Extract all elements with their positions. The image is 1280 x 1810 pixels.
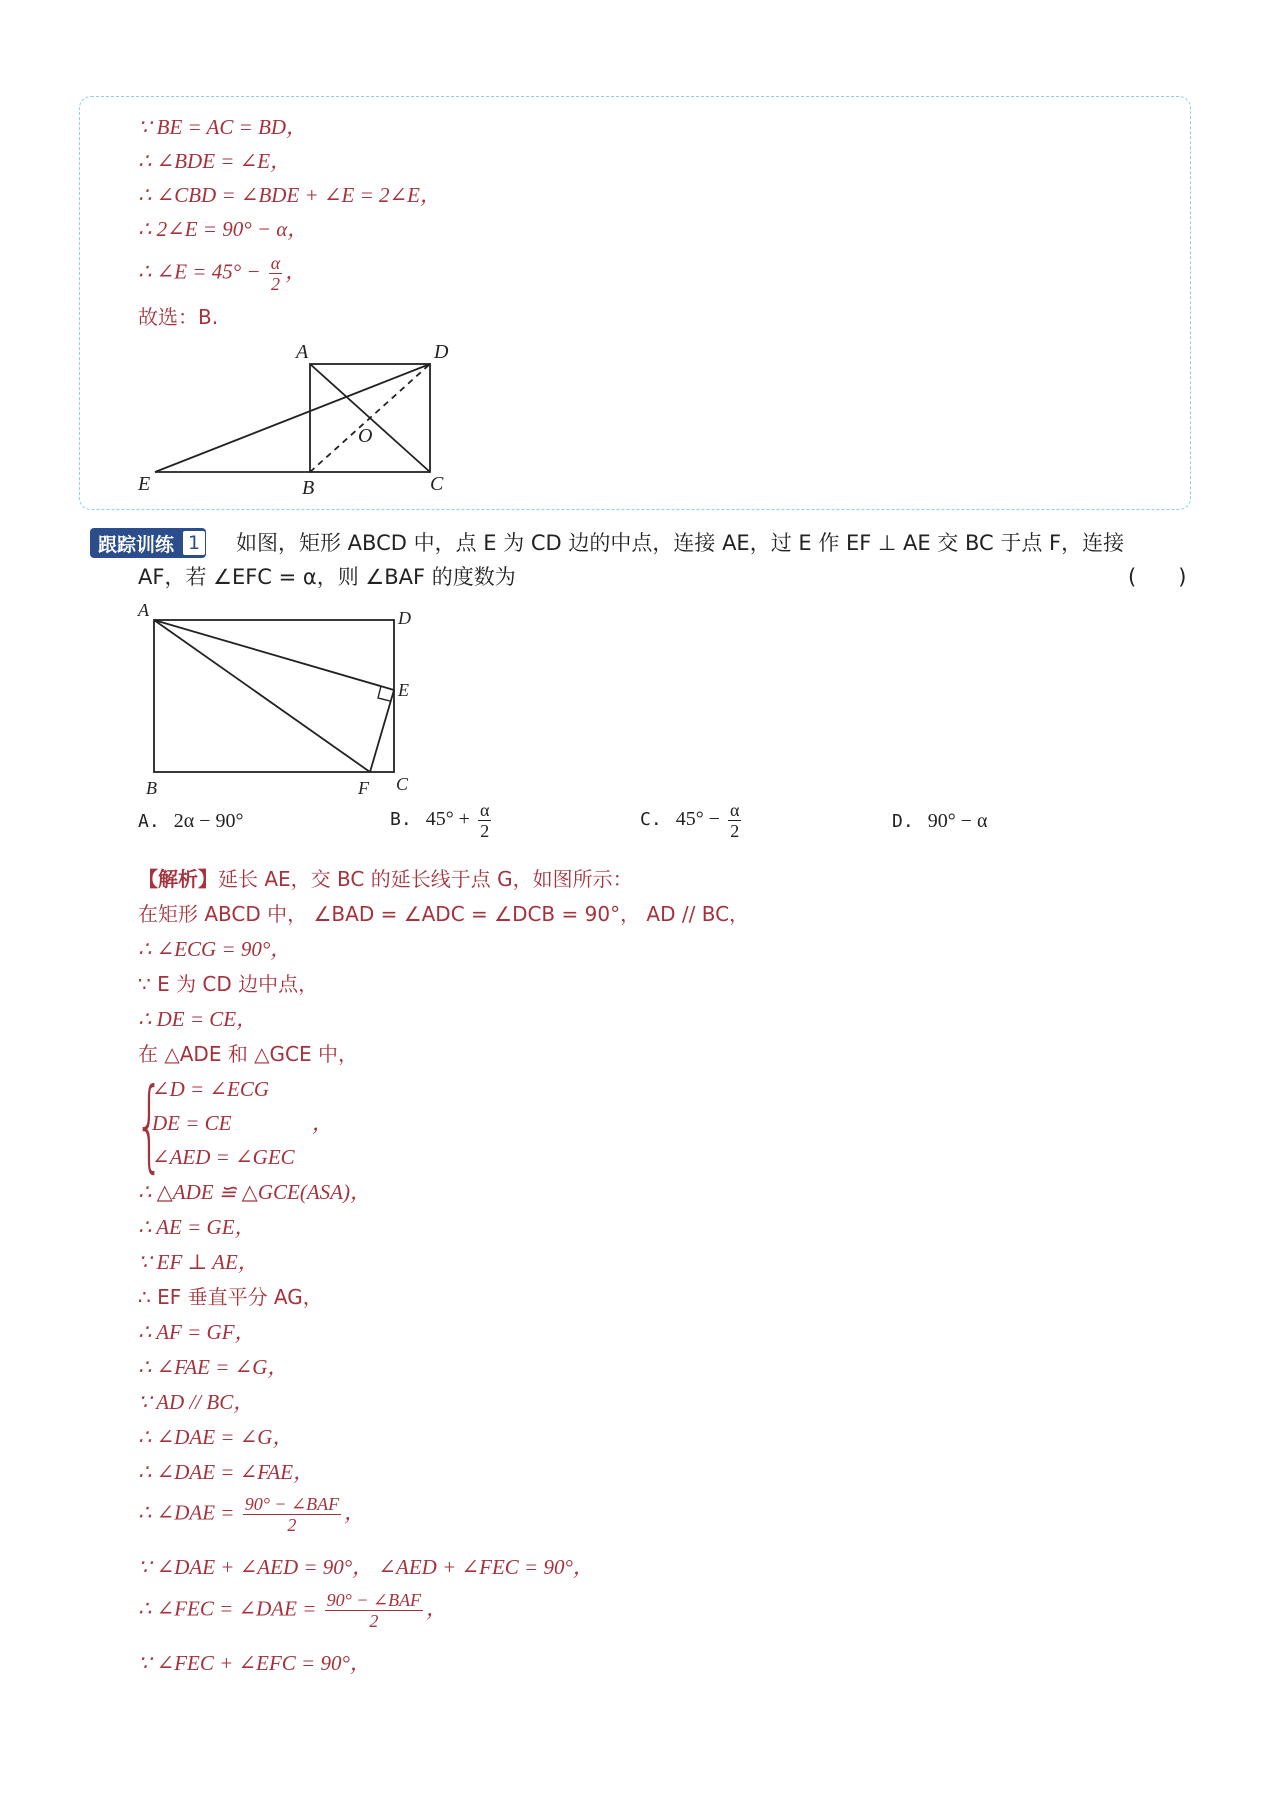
solution-line: ∴ ∠ECG = 90°， [138, 937, 292, 961]
solution-intro: 【解析】延长 AE，交 BC 的延长线于点 G，如图所示： [138, 867, 633, 891]
segment-ef [370, 690, 394, 772]
option-a[interactable]: A. 2α − 90° [138, 810, 244, 832]
label-a: A [296, 341, 309, 363]
solution-line: ∵ ∠DAE + ∠AED = 90°， ∠AED + ∠FEC = 90°， [138, 1555, 594, 1579]
solution-line: ∴ ∠DAE = ∠G， [138, 1425, 294, 1449]
solution-line-fraction: ∴ ∠DAE = $\frac{\text{90° − ∠BAF}}{2}$ ， [138, 1494, 366, 1535]
proof-line: ∴ 2∠E = 90° − α， [138, 217, 309, 241]
practice-tag: 跟踪训练 1 [90, 528, 206, 558]
solution-line: 在 △ADE 和 △GCE 中， [138, 1042, 359, 1066]
question-line-2: AF，若 ∠EFC = α，则 ∠BAF 的度数为 [138, 565, 516, 589]
figure-square-diagram [130, 334, 470, 504]
segment-ae [154, 620, 394, 690]
label-a: A [138, 600, 149, 620]
solution-line-fraction: ∴ ∠FEC = ∠DAE = $\frac{\text{90° − ∠BAF}}{2}$ ， [138, 1590, 448, 1631]
label-c: C [430, 473, 444, 495]
solution-line: ∴ AF = GF， [138, 1320, 256, 1344]
solution-line: ∴ AE = GE， [138, 1215, 256, 1239]
label-c: C [396, 774, 409, 794]
label-b: B [302, 477, 315, 499]
system-line: ∠D = ∠ECG [152, 1077, 270, 1101]
label-e: E [398, 680, 409, 700]
solution-line: ∵ E 为 CD 边中点， [138, 972, 319, 996]
solution-line: ∵ ∠FEC + ∠EFC = 90°， [138, 1651, 371, 1675]
solution-line: 在矩形 ABCD 中， ∠BAD = ∠ADC = ∠DCB = 90°， AD // BC， [138, 902, 750, 926]
solution-line: ∵ AD // BC， [138, 1390, 255, 1414]
system-comma: ， [312, 1111, 333, 1135]
solution-line: ∴ DE = CE， [138, 1007, 258, 1031]
solution-line: ∵ EF ⊥ AE， [138, 1250, 259, 1274]
option-b[interactable]: B. 45° + $\frac{\alpha}{2}$ [390, 800, 490, 841]
option-d[interactable]: D. 90° − α [892, 810, 988, 832]
rectangle-abcd [154, 620, 394, 772]
system-brace: { [135, 1066, 164, 1183]
solution-line: ∴ ∠FAE = ∠G， [138, 1355, 289, 1379]
figure-rectangle-diagram [130, 598, 440, 798]
label-o: O [358, 425, 373, 447]
label-b: B [146, 778, 157, 798]
solution-line: ∴ EF 垂直平分 AG， [138, 1285, 323, 1309]
label-d: D [398, 608, 411, 628]
label-e: E [138, 473, 151, 495]
segment-ed [155, 364, 430, 472]
system-line: DE = CE [152, 1111, 232, 1135]
answer-paren: ( ) [1128, 565, 1187, 589]
proof-line: ∵ BE = AC = BD， [138, 115, 308, 139]
system-line: ∠AED = ∠GEC [152, 1145, 295, 1169]
label-f: F [358, 778, 369, 798]
proof-line: ∴ ∠BDE = ∠E， [138, 149, 292, 173]
proof-line-fraction: ∴ ∠E = 45° − $\frac{\alpha}{2}$ ， [138, 253, 307, 294]
solution-line: ∴ ∠DAE = ∠FAE， [138, 1460, 315, 1484]
question-line-1: 如图，矩形 ABCD 中，点 E 为 CD 边的中点，连接 AE，过 E 作 EF ⊥ AE 交 BC 于点 F，连接 [236, 531, 1125, 555]
option-c[interactable]: C. 45° − $\frac{\alpha}{2}$ [640, 800, 740, 841]
answer-choice-line: 故选：B. [138, 305, 219, 329]
proof-line: ∴ ∠CBD = ∠BDE + ∠E = 2∠E， [138, 183, 441, 207]
segment-af [154, 620, 370, 772]
label-d: D [434, 341, 449, 363]
solution-line: ∴ △ADE ≌ △GCE(ASA)， [138, 1180, 371, 1204]
